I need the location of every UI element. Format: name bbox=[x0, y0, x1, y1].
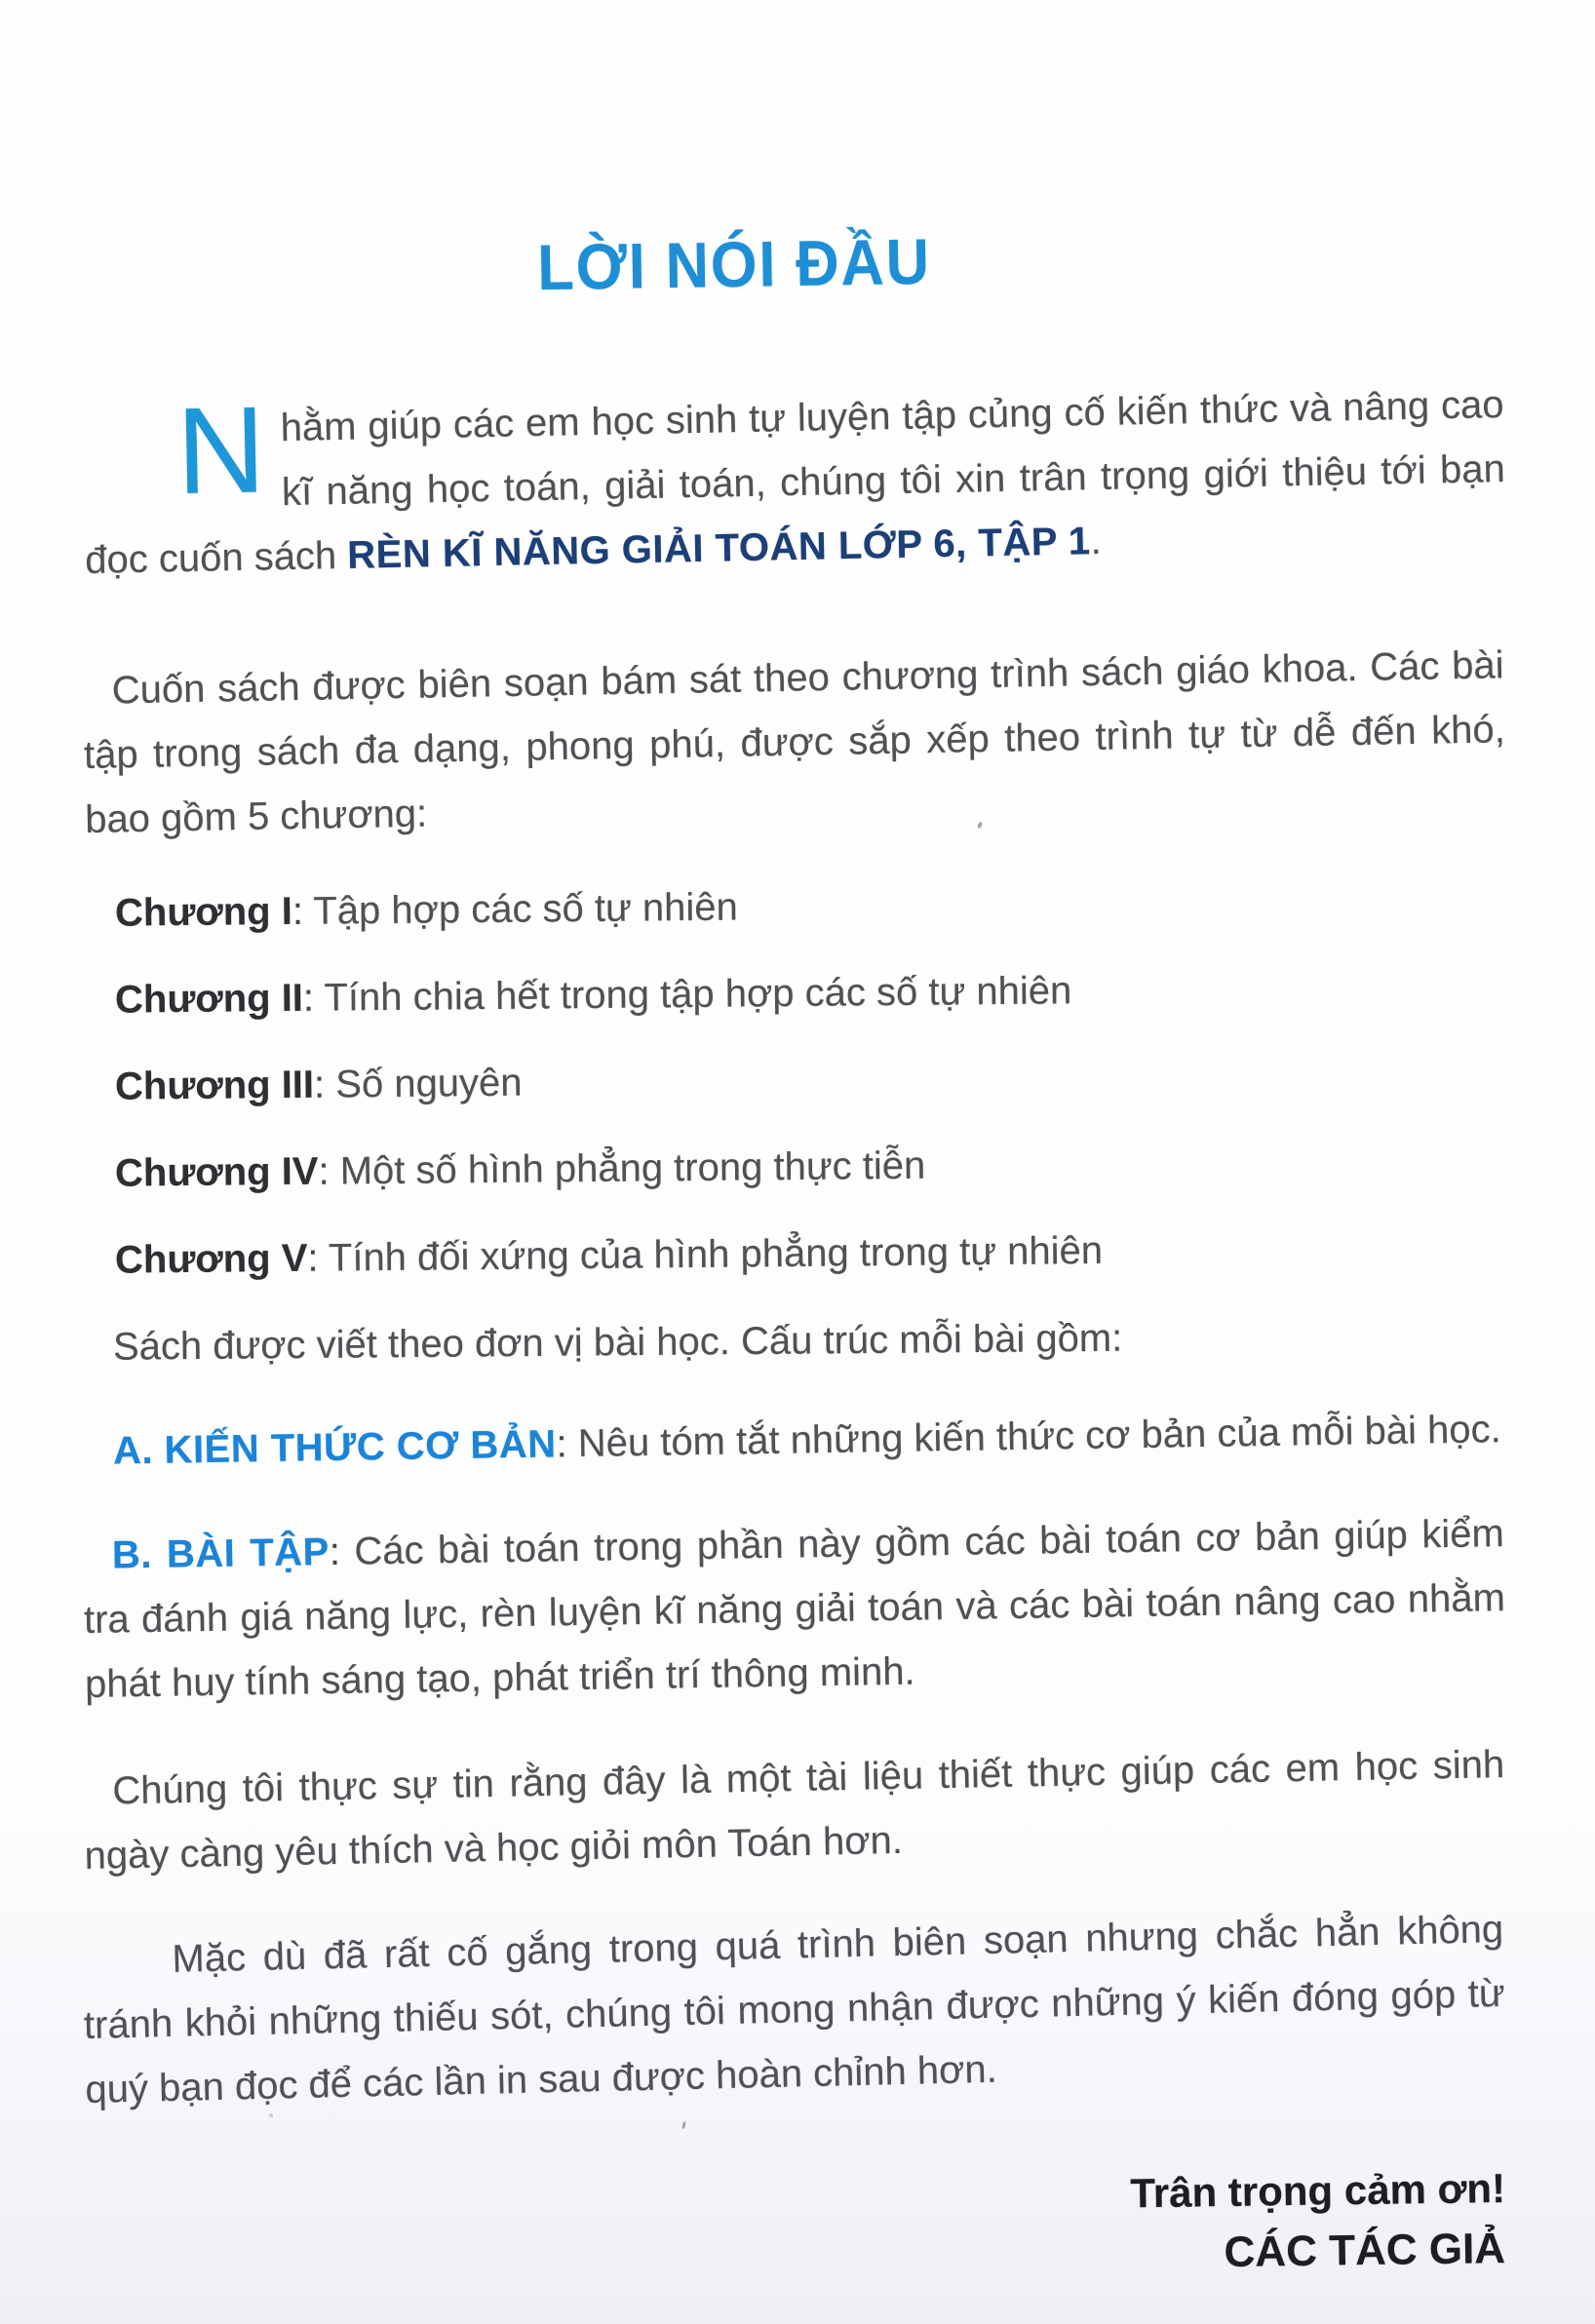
dropcap-letter: N bbox=[175, 380, 267, 521]
scan-speck bbox=[681, 2121, 686, 2130]
page-title: LỜI NÓI ĐẦU bbox=[536, 224, 932, 304]
chapter-item bbox=[84, 954, 1506, 1032]
scan-speck bbox=[269, 2113, 273, 2117]
chapter-label: Chương II bbox=[114, 976, 304, 1022]
chapter-item bbox=[84, 1215, 1506, 1293]
chapter-label: Chương IV bbox=[114, 1149, 319, 1195]
chapter-item bbox=[84, 868, 1506, 946]
section-a-description: Nêu tóm tắt những kiến thức cơ bản của mỗi bài học. bbox=[577, 1408, 1501, 1466]
section-a-label: A. KIẾN THỨC CƠ BẢN bbox=[112, 1422, 557, 1473]
overview-paragraph: Cuốn sách được biên soạn bám sát theo chương trình sách giáo khoa. Các bài tập trong sách đa dạng, phong phú, được sắp xếp theo trình tự từ dễ đến khó, bao gồm 5 chương: bbox=[83, 643, 1506, 841]
section-a-paragraph bbox=[83, 1397, 1505, 1484]
chapter-label: Chương V bbox=[114, 1236, 308, 1282]
section-b-label: B. BÀI TẬP bbox=[111, 1530, 331, 1577]
chapter-title: Tính chia hết trong tập hợp các số tự nhiên bbox=[324, 969, 1072, 1020]
chapter-title: Tính đối xứng của hình phẳng trong tự nhiên bbox=[328, 1228, 1104, 1280]
section-b-colon: : bbox=[329, 1530, 341, 1574]
closing-paragraph: Mặc dù đã rất cố gắng trong quá trình biên soạn nhưng chắc hẳn không tránh khỏi những thiếu sót, chúng tôi mong nhận được những ý kiến đóng góp từ quý bạn đọc để các lần in sau được hoàn chỉnh hơn. bbox=[83, 1907, 1506, 2111]
chapter-title: Số nguyên bbox=[335, 1061, 523, 1106]
intro-text: hằm giúp các em học sinh tự luyện tập củng cố kiến thức và nâng cao kĩ năng học toán, giải toán, chúng tôi xin trân trọng giới thiệu tới bạn đọc cuốn sách bbox=[84, 383, 1506, 582]
structure-intro: Sách được viết theo đơn vị bài học. Cấu trúc mỗi bài gồm: bbox=[112, 1316, 1123, 1369]
chapter-colon: : bbox=[302, 976, 315, 1020]
chapter-title: Tập hợp các số tự nhiên bbox=[313, 885, 738, 933]
section-a-colon: : bbox=[556, 1422, 567, 1466]
chapter-label: Chương I bbox=[114, 889, 293, 935]
chapter-colon: : bbox=[318, 1149, 330, 1193]
section-b-paragraph bbox=[82, 1501, 1506, 1717]
chapter-colon: : bbox=[313, 1063, 326, 1106]
chapter-colon: : bbox=[307, 1236, 319, 1280]
chapter-label: Chương III bbox=[114, 1063, 315, 1108]
signoff-authors: CÁC TÁC GIẢ bbox=[1224, 2225, 1506, 2277]
chapter-colon: : bbox=[292, 889, 304, 933]
chapter-list bbox=[84, 881, 1505, 1293]
signoff-thanks: Trân trọng cảm ơn! bbox=[1130, 2165, 1506, 2217]
closing-paragraph: Chúng tôi thực sự tin rằng đây là một tài liệu thiết thực giúp các em học sinh ngày càng yêu thích và học giỏi môn Toán hơn. bbox=[84, 1743, 1505, 1878]
section-b-description: Các bài toán trong phần này gồm các bài toán cơ bản giúp kiểm tra đánh giá năng lực, rèn luyện kĩ năng giải toán và các bài toán nâng cao nhằm phát huy tính sáng tạo, phát triển trí thông minh. bbox=[83, 1512, 1506, 1706]
book-title: RÈN KĨ NĂNG GIẢI TOÁN LỚP 6, TẬP 1 bbox=[346, 520, 1091, 577]
chapter-item bbox=[84, 1041, 1506, 1119]
intro-period: . bbox=[1090, 519, 1103, 563]
intro-paragraph bbox=[82, 372, 1507, 593]
chapter-item bbox=[84, 1128, 1506, 1206]
chapter-title: Một số hình phẳng trong thực tiễn bbox=[339, 1143, 926, 1193]
